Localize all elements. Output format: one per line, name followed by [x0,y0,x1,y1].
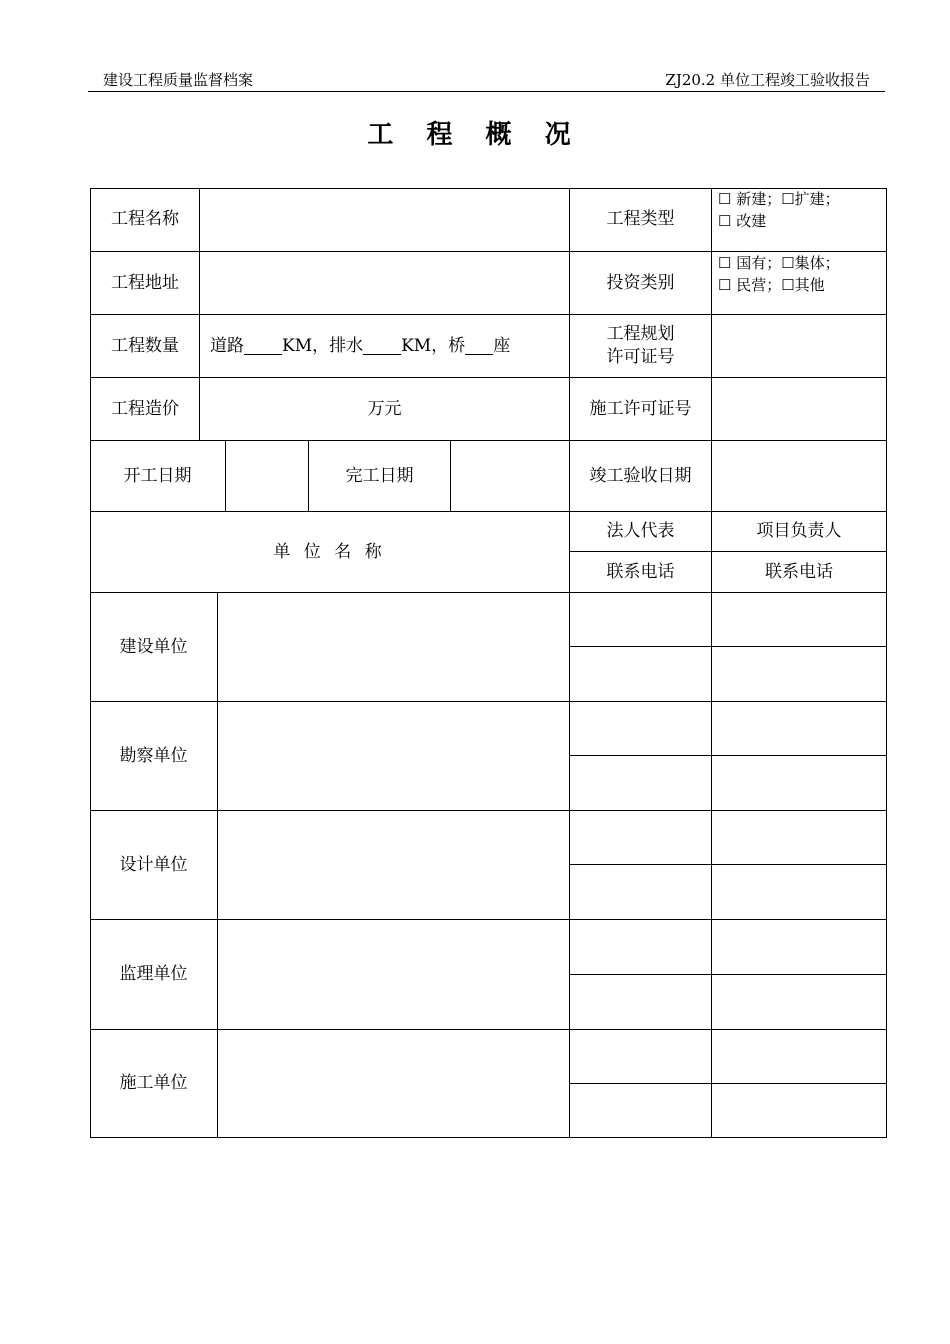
end-date-field[interactable] [451,441,569,511]
acceptance-date-field[interactable] [712,441,886,511]
start-date-label: 开工日期 [123,465,192,486]
project-lead-phone-contractor[interactable] [712,1084,886,1137]
header-left: 建设工程质量监督档案 [103,71,254,89]
project-lead-field-supervision[interactable] [712,920,886,974]
legal-rep-field-supervision[interactable] [570,920,711,974]
page-title: 工 程 概 况 [367,120,583,150]
planning-permit-line2: 许可证号 [606,347,675,367]
legal-rep-field-design[interactable] [570,811,711,864]
investment-options-line1: ☐ 国有；☐集体； [718,254,840,272]
project-lead-field-construction[interactable] [712,593,886,646]
project-lead-phone-design[interactable] [712,865,886,919]
unit-name-field-supervision[interactable] [218,920,569,1029]
project-type-options-line2: ☐ 改建 [718,212,767,230]
project-name-field[interactable] [200,188,569,251]
legal-rep-phone-contractor[interactable] [570,1084,711,1137]
construction-permit-label: 施工许可证号 [589,398,692,419]
project-name-label: 工程名称 [111,209,179,229]
project-lead-field-design[interactable] [712,811,886,864]
acceptance-date-label: 竣工验收日期 [589,465,692,486]
investment-options-line2: ☐ 民营；☐其他 [718,276,825,294]
unit-name-field-survey[interactable] [218,702,569,810]
project-quantity-field[interactable] [200,315,569,377]
unit-name-field-design[interactable] [218,811,569,919]
quantity-road-text: 道路 [210,335,244,356]
legal-rep-phone-supervision[interactable] [570,975,711,1029]
legal-rep-phone-survey[interactable] [570,756,711,810]
project-type-label: 工程类型 [606,209,675,229]
project-overview-table [90,188,887,1138]
unit-name-field-contractor[interactable] [218,1030,569,1137]
cost-unit: 万元 [367,398,402,419]
header-divider [88,91,885,92]
phone-header-1: 联系电话 [606,561,675,582]
project-type-options[interactable] [712,188,886,251]
project-lead-phone-construction[interactable] [712,647,886,701]
planning-permit-field[interactable] [712,315,886,377]
project-address-field[interactable] [200,252,569,314]
unit-label-contractor: 施工单位 [119,1073,188,1093]
end-date-label: 完工日期 [345,465,414,486]
legal-rep-field-contractor[interactable] [570,1030,711,1083]
road-km-blank[interactable] [244,338,282,355]
project-cost-label: 工程造价 [111,398,179,419]
legal-rep-header: 法人代表 [606,521,675,541]
quantity-seat-text: 座 [493,335,511,356]
project-lead-header: 项目负责人 [756,521,842,541]
legal-rep-phone-construction[interactable] [570,647,711,701]
construction-permit-field[interactable] [712,378,886,440]
unit-label-survey: 勘察单位 [119,745,188,766]
investment-type-options[interactable] [712,252,886,314]
quantity-km1-text: KM，排水 [282,335,364,356]
project-lead-field-survey[interactable] [712,702,886,755]
planning-permit-line1: 工程规划 [606,324,675,344]
project-lead-field-contractor[interactable] [712,1030,886,1083]
project-lead-phone-survey[interactable] [712,756,886,810]
drainage-km-blank[interactable] [363,338,401,355]
bridge-count-blank[interactable] [465,338,493,355]
legal-rep-field-construction[interactable] [570,593,711,646]
quantity-km2-text: KM，桥 [401,335,466,356]
project-quantity-label: 工程数量 [111,335,179,356]
unit-label-supervision: 监理单位 [119,964,188,984]
project-type-options-line1: ☐ 新建；☐扩建； [718,190,840,208]
legal-rep-field-survey[interactable] [570,702,711,755]
unit-label-construction: 建设单位 [119,636,188,657]
project-address-label: 工程地址 [111,272,179,293]
header-right: ZJ20.2 单位工程竣工验收报告 [665,71,870,89]
unit-name-field-construction[interactable] [218,593,569,701]
project-lead-phone-supervision[interactable] [712,975,886,1029]
start-date-field[interactable] [226,441,308,511]
investment-type-label: 投资类别 [606,272,675,293]
project-cost-field[interactable] [200,378,569,440]
legal-rep-phone-design[interactable] [570,865,711,919]
phone-header-2: 联系电话 [765,561,833,582]
unit-name-header: 单 位 名 称 [273,541,386,562]
unit-label-design: 设计单位 [119,854,188,875]
planning-permit-label [570,315,711,377]
